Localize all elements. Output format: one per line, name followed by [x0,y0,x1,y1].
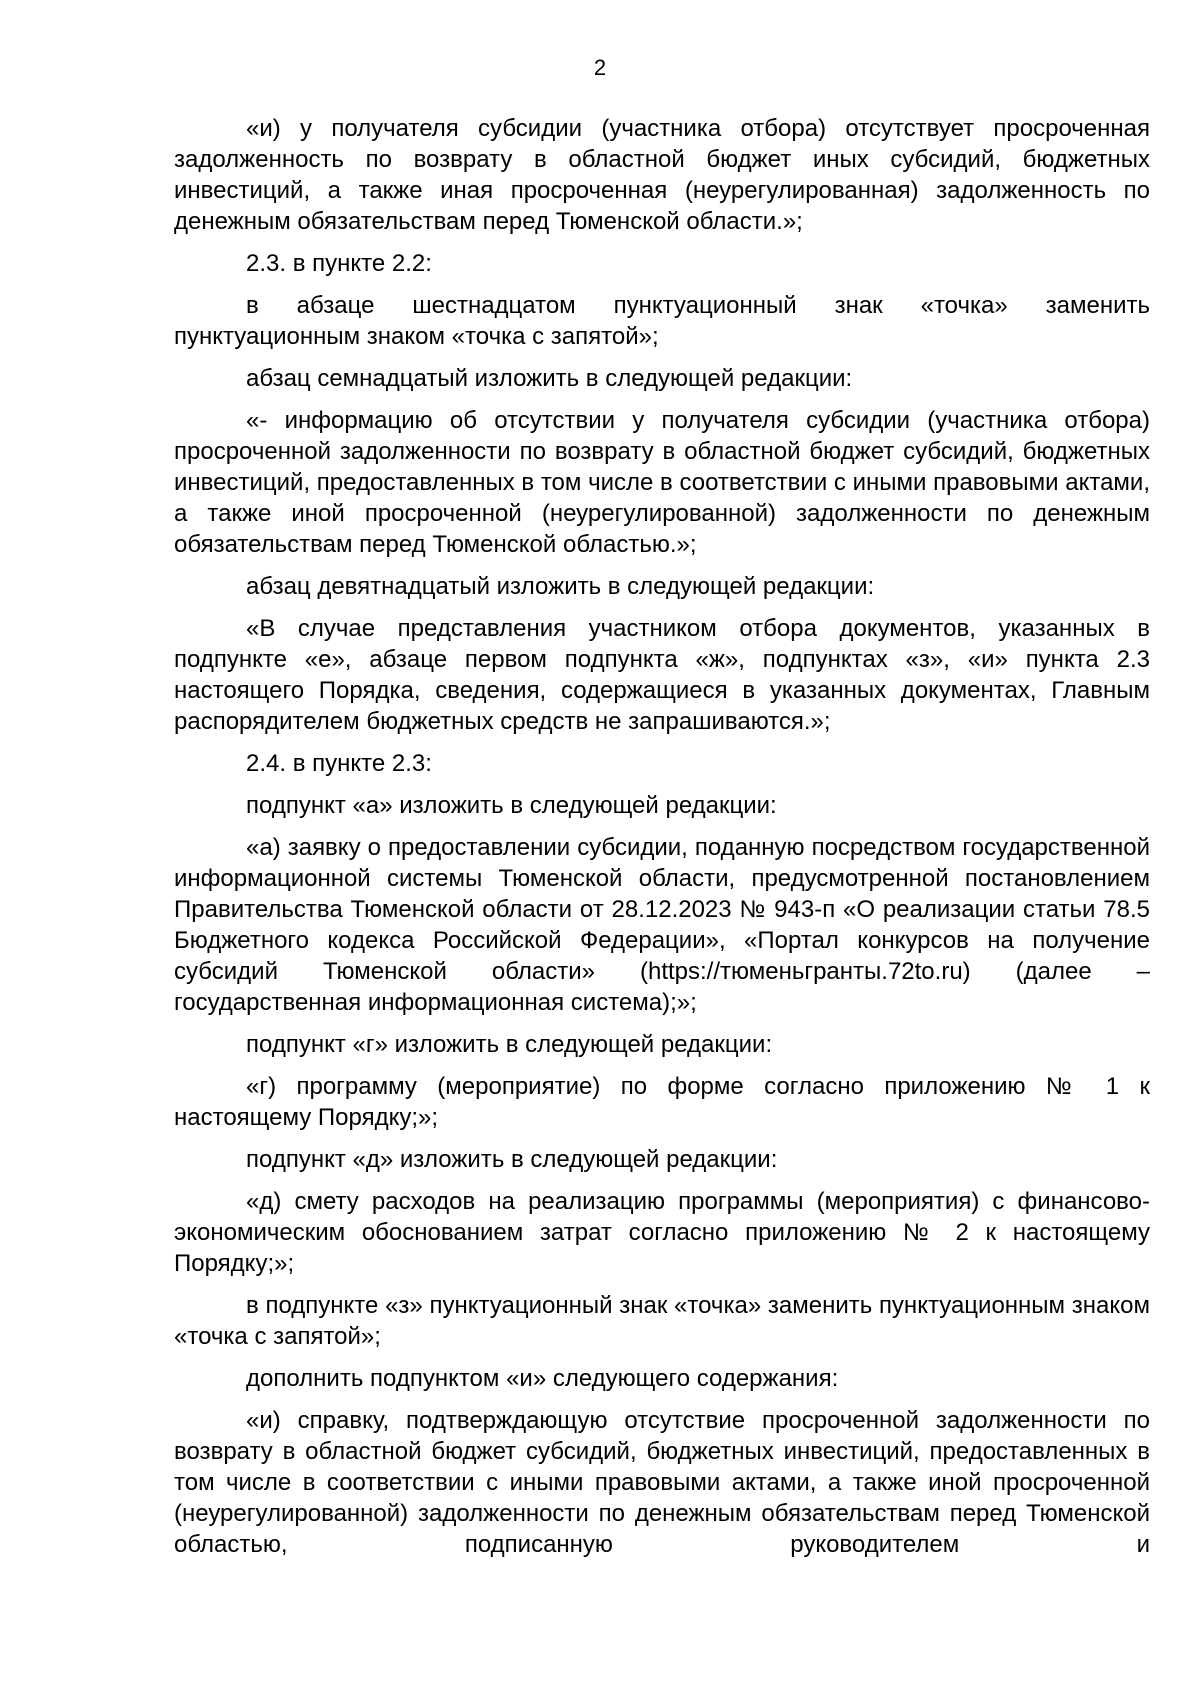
paragraph: 2.3. в пункте 2.2: [246,250,432,277]
paragraph: «В случае представления участником отбора документов, указанных в подпункте «е», абзаце первом подпункта «ж», подпунктах «з», «и» пункта 2.3 настоящего Порядка, сведения, содержащиеся в указанных документах, Главным распорядителем бюджетных средств не запрашиваются.»; [174,615,1150,735]
paragraph: «и) справку, подтверждающую отсутствие просроченной задолженности по возврату в областной бюджет субсидий, бюджетных инвестиций, предоставленных в том числе в соответствии с иными правовыми актами, а также иной просроченной (неурегулированной) задолженности по денежным обязательствам перед Тюменской областью, подписанную руководителем и [174,1407,1150,1558]
paragraph: «и) у получателя субсидии (участника отбора) отсутствует просроченная задолженность по возврату в областной бюджет иных субсидий, бюджетных инвестиций, а также иная просроченная (неурегулированная) задолженность по денежным обязательствам перед Тюменской области.»; [174,115,1150,235]
paragraph: абзац семнадцатый изложить в следующей редакции: [246,365,853,392]
paragraph: в абзаце шестнадцатом пунктуационный знак «точка» заменить пунктуационным знаком «точка с запятой»; [174,292,1150,350]
paragraph: подпункт «г» изложить в следующей редакции: [246,1031,773,1058]
paragraph: «а) заявку о предоставлении субсидии, поданную посредством государственной информационной системы Тюменской области, предусмотренной постановлением Правительства Тюменской области от 28.12.2023 № 943-п «О реализации статьи 78.5 Бюджетного кодекса Российской Федерации», «Портал конкурсов на получение субсидий Тюменской области» (https://тюменьгранты.72to.ru) (далее – государственная информационная система);»; [174,834,1150,1016]
document-body [174,113,1150,1571]
paragraph: «- информацию об отсутствии у получателя субсидии (участника отбора) просроченной задолженности по возврату в областной бюджет субсидий, бюджетных инвестиций, предоставленных в том числе в соответствии с иными правовыми актами, а также иной просроченной (неурегулированной) задолженности по денежным обязательствам перед Тюменской областью.»; [174,407,1150,558]
paragraph: в подпункте «з» пунктуационный знак «точка» заменить пунктуационным знаком «точка с запятой»; [174,1292,1150,1350]
paragraph: «г) программу (мероприятие) по форме согласно приложению № 1 к настоящему Порядку;»; [174,1073,1150,1131]
page-number: 2 [593,55,607,80]
paragraph: абзац девятнадцатый изложить в следующей редакции: [246,573,875,600]
paragraph: 2.4. в пункте 2.3: [246,750,432,777]
paragraph: подпункт «д» изложить в следующей редакции: [246,1146,778,1173]
paragraph: дополнить подпунктом «и» следующего содержания: [246,1365,839,1392]
paragraph: подпункт «а» изложить в следующей редакции: [246,792,777,819]
paragraph: «д) смету расходов на реализацию программы (мероприятия) с финансово-экономическим обоснованием затрат согласно приложению № 2 к настоящему Порядку;»; [174,1188,1150,1277]
